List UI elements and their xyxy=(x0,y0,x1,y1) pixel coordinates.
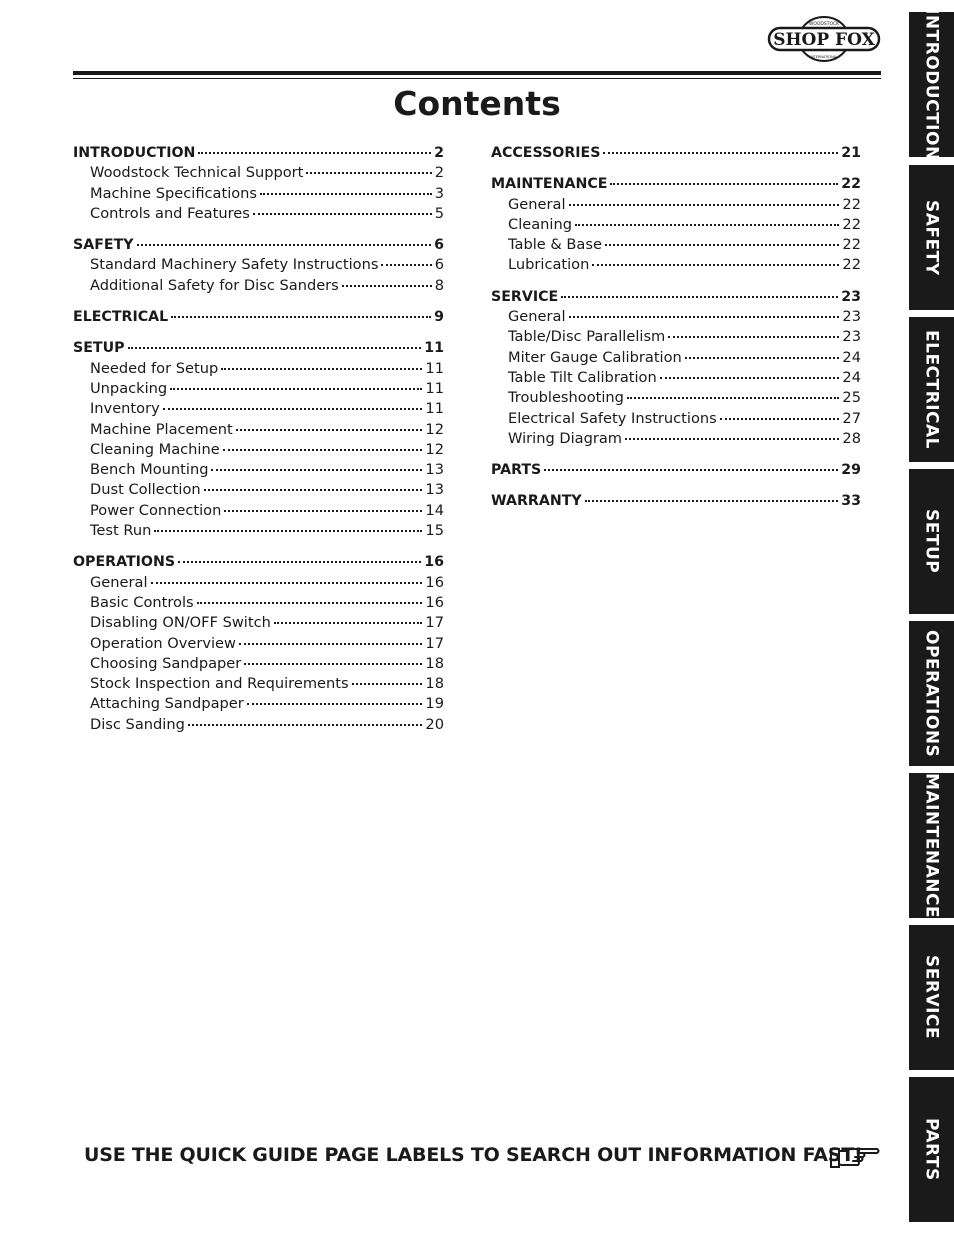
toc-page-number: 6 xyxy=(434,237,444,254)
toc-entry-label: ELECTRICAL xyxy=(73,309,169,326)
toc-item[interactable] xyxy=(491,255,861,275)
dot-leader xyxy=(128,347,422,349)
tab-operations[interactable] xyxy=(909,621,954,766)
dot-leader xyxy=(223,449,423,451)
toc-item[interactable] xyxy=(491,195,861,215)
toc-entry-label: Disabling ON/OFF Switch xyxy=(90,614,271,632)
dot-leader xyxy=(660,377,840,379)
dot-leader xyxy=(381,264,431,266)
dot-leader xyxy=(569,316,840,318)
toc-item[interactable] xyxy=(73,399,444,419)
toc-item[interactable] xyxy=(73,593,444,613)
toc-page-number: 24 xyxy=(842,368,861,386)
toc-entry-label: Electrical Safety Instructions xyxy=(508,409,717,427)
dot-leader xyxy=(668,336,839,338)
tab-safety[interactable] xyxy=(909,165,954,310)
toc-section-parts xyxy=(491,460,861,480)
toc-item[interactable] xyxy=(73,359,444,379)
dot-leader xyxy=(170,388,422,390)
toc-entry-label: Table/Disc Parallelism xyxy=(508,328,666,346)
dot-leader xyxy=(221,368,422,370)
toc-page-number: 21 xyxy=(841,145,861,161)
toc-item[interactable] xyxy=(73,634,444,654)
toc-heading-setup[interactable] xyxy=(73,338,444,358)
toc-page-number: 33 xyxy=(841,493,861,510)
toc-item[interactable] xyxy=(73,613,444,633)
toc-page-number: 20 xyxy=(425,715,444,733)
toc-item[interactable] xyxy=(73,715,444,735)
dot-leader xyxy=(211,469,422,471)
toc-entry-label: Additional Safety for Disc Sanders xyxy=(90,276,339,294)
tab-label: SETUP xyxy=(921,509,942,574)
toc-entry-label: Cleaning Machine xyxy=(90,440,220,458)
toc-page-number: 19 xyxy=(425,695,444,713)
toc-page-number: 11 xyxy=(425,400,444,418)
footer-note: USE THE QUICK GUIDE PAGE LABELS TO SEARCH OUT INFORMATION FAST! xyxy=(84,1144,863,1166)
dot-leader xyxy=(625,438,839,440)
toc-page-number: 25 xyxy=(842,389,861,407)
toc-entry-label: WARRANTY xyxy=(491,493,582,510)
dot-leader xyxy=(260,193,432,195)
toc-entry-label: ACCESSORIES xyxy=(491,145,601,161)
toc-page-number: 13 xyxy=(425,481,444,499)
dot-leader xyxy=(154,530,422,532)
toc-entry-label: Inventory xyxy=(90,400,160,418)
toc-item[interactable] xyxy=(73,654,444,674)
dot-leader xyxy=(585,500,839,502)
logo-arc-top: WOODSTOCK xyxy=(808,22,840,27)
tab-label: SERVICE xyxy=(921,955,942,1040)
toc-page-number: 23 xyxy=(842,308,861,326)
tab-electrical[interactable] xyxy=(909,317,954,462)
toc-entry-label: Unpacking xyxy=(90,379,168,397)
toc-page-number: 16 xyxy=(424,554,444,571)
toc-heading-warranty[interactable] xyxy=(491,491,861,511)
toc-item[interactable] xyxy=(491,429,861,449)
dot-leader xyxy=(720,418,840,420)
toc-item[interactable] xyxy=(73,694,444,714)
toc-item[interactable] xyxy=(73,255,444,275)
dot-leader xyxy=(198,152,431,154)
toc-page-number: 5 xyxy=(434,204,444,222)
toc-entry-label: General xyxy=(508,195,566,213)
toc-item[interactable] xyxy=(73,163,444,183)
toc-page-number: 11 xyxy=(424,340,444,357)
toc-entry-label: Machine Specifications xyxy=(90,184,258,202)
toc-page-number: 17 xyxy=(425,634,444,652)
toc-entry-label: Attaching Sandpaper xyxy=(90,695,244,713)
toc-page-number: 11 xyxy=(425,359,444,377)
toc-section-operations xyxy=(73,552,444,735)
toc-entry-label: SERVICE xyxy=(491,288,559,305)
toc-entry-label: Wiring Diagram xyxy=(508,429,623,447)
dot-leader xyxy=(204,489,423,491)
toc-page-number: 17 xyxy=(425,614,444,632)
logo-arc-bottom: INTERNATIONAL xyxy=(809,55,839,59)
toc-entry-label: Machine Placement xyxy=(90,420,233,438)
toc-column-left xyxy=(73,143,444,746)
toc-heading-electrical[interactable] xyxy=(73,307,444,327)
toc-page-number: 9 xyxy=(434,309,444,326)
toc-item[interactable] xyxy=(73,184,444,204)
toc-item[interactable] xyxy=(491,388,861,408)
toc-item[interactable] xyxy=(491,307,861,327)
toc-page-number: 28 xyxy=(842,429,861,447)
toc-page-number: 3 xyxy=(434,184,444,202)
toc-heading-parts[interactable] xyxy=(491,460,861,480)
toc-section-maintenance xyxy=(491,174,861,275)
toc-entry-label: Power Connection xyxy=(90,501,222,519)
toc-section-accessories xyxy=(491,143,861,163)
toc-entry-label: Troubleshooting xyxy=(508,389,624,407)
dot-leader xyxy=(592,264,839,266)
dot-leader xyxy=(224,510,422,512)
toc-page-number: 23 xyxy=(842,328,861,346)
toc-item[interactable] xyxy=(73,276,444,296)
dot-leader xyxy=(247,703,423,705)
toc-entry-label: Standard Machinery Safety Instructions xyxy=(90,256,379,274)
dot-leader xyxy=(253,213,432,215)
dot-leader xyxy=(274,622,423,624)
logo-brand-text: SHOP FOX xyxy=(773,30,875,50)
pointing-hand-icon xyxy=(829,1143,881,1171)
toc-heading-safety[interactable] xyxy=(73,235,444,255)
dot-leader xyxy=(306,172,431,174)
toc-page-number: 24 xyxy=(842,348,861,366)
toc-entry-label: General xyxy=(90,573,148,591)
toc-page-number: 16 xyxy=(425,593,444,611)
dot-leader xyxy=(627,397,839,399)
toc-entry-label: Test Run xyxy=(90,522,152,540)
toc-section-warranty xyxy=(491,491,861,511)
dot-leader xyxy=(685,357,840,359)
page-title: Contents xyxy=(393,84,561,123)
toc-page-number: 22 xyxy=(842,256,861,274)
dot-leader xyxy=(605,244,839,246)
toc-entry-label: Miter Gauge Calibration xyxy=(508,348,682,366)
toc-entry-label: General xyxy=(508,308,566,326)
dot-leader xyxy=(569,204,840,206)
toc-page-number: 22 xyxy=(842,236,861,254)
toc-page-number: 23 xyxy=(841,288,861,305)
shop-fox-logo xyxy=(766,15,882,63)
dot-leader xyxy=(236,429,423,431)
toc-item[interactable] xyxy=(73,674,444,694)
tab-label: INTRODUCTION xyxy=(921,8,942,161)
toc-entry-label: INTRODUCTION xyxy=(73,145,196,161)
toc-page-number: 15 xyxy=(425,522,444,540)
dot-leader xyxy=(171,316,431,318)
tab-introduction[interactable] xyxy=(909,8,954,161)
toc-page-number: 18 xyxy=(425,675,444,693)
toc-entry-label: Controls and Features xyxy=(90,204,250,222)
tab-parts[interactable] xyxy=(909,1077,954,1222)
dot-leader xyxy=(137,244,432,246)
dot-leader xyxy=(239,643,422,645)
dot-leader xyxy=(197,602,423,604)
tab-setup[interactable] xyxy=(909,469,954,614)
toc-item[interactable] xyxy=(491,348,861,368)
toc-entry-label: Disc Sanding xyxy=(90,715,185,733)
toc-entry-label: Stock Inspection and Requirements xyxy=(90,675,349,693)
toc-entry-label: Cleaning xyxy=(508,215,572,233)
toc-item[interactable] xyxy=(73,521,444,541)
toc-page-number: 2 xyxy=(434,145,444,161)
dot-leader xyxy=(575,224,839,226)
toc-page-number: 22 xyxy=(842,195,861,213)
toc-item[interactable] xyxy=(73,204,444,224)
tab-label: ELECTRICAL xyxy=(921,329,942,449)
toc-entry-label: SAFETY xyxy=(73,237,134,254)
toc-section-service xyxy=(491,287,861,449)
toc-item[interactable] xyxy=(491,368,861,388)
tab-maintenance[interactable] xyxy=(909,773,954,918)
toc-page-number: 2 xyxy=(434,164,444,182)
toc-entry-label: SETUP xyxy=(73,340,125,357)
dot-leader xyxy=(244,663,422,665)
dot-leader xyxy=(342,285,432,287)
toc-entry-label: Lubrication xyxy=(508,256,590,274)
toc-page-number: 29 xyxy=(841,462,861,479)
toc-page-number: 12 xyxy=(425,440,444,458)
dot-leader xyxy=(163,408,423,410)
logo-emblem-icon xyxy=(766,15,882,63)
toc-item[interactable] xyxy=(491,409,861,429)
dot-leader xyxy=(610,183,838,185)
header-rule-thick xyxy=(73,71,881,75)
toc-heading-introduction[interactable] xyxy=(73,143,444,163)
toc-item[interactable] xyxy=(73,420,444,440)
toc-item[interactable] xyxy=(73,573,444,593)
dot-leader xyxy=(603,152,838,154)
toc-page-number: 22 xyxy=(841,176,861,193)
toc-page-number: 12 xyxy=(425,420,444,438)
toc-page-number: 27 xyxy=(842,409,861,427)
toc-entry-label: Dust Collection xyxy=(90,481,201,499)
tab-label: SAFETY xyxy=(921,199,942,276)
toc-item[interactable] xyxy=(73,379,444,399)
toc-item[interactable] xyxy=(491,327,861,347)
tab-label: OPERATIONS xyxy=(921,629,942,758)
toc-page-number: 18 xyxy=(425,654,444,672)
toc-entry-label: Needed for Setup xyxy=(90,359,219,377)
header-rule-thin xyxy=(73,78,881,79)
toc-page-number: 11 xyxy=(425,379,444,397)
dot-leader xyxy=(352,683,423,685)
toc-item[interactable] xyxy=(73,440,444,460)
dot-leader xyxy=(544,469,838,471)
dot-leader xyxy=(151,582,423,584)
toc-entry-label: Woodstock Technical Support xyxy=(90,164,304,182)
toc-page-number: 8 xyxy=(434,276,444,294)
toc-entry-label: OPERATIONS xyxy=(73,554,176,571)
toc-page-number: 13 xyxy=(425,461,444,479)
toc-entry-label: Basic Controls xyxy=(90,593,194,611)
dot-leader xyxy=(188,724,423,726)
tab-service[interactable] xyxy=(909,925,954,1070)
toc-entry-label: Table Tilt Calibration xyxy=(508,368,657,386)
toc-column-right xyxy=(491,143,861,523)
dot-leader xyxy=(561,296,838,298)
toc-page-number: 6 xyxy=(434,256,444,274)
toc-page-number: 14 xyxy=(425,501,444,519)
toc-page-number: 22 xyxy=(842,215,861,233)
toc-section-electrical xyxy=(73,307,444,327)
toc-entry-label: MAINTENANCE xyxy=(491,176,608,193)
tab-label: MAINTENANCE xyxy=(921,772,942,919)
toc-section-introduction xyxy=(73,143,444,224)
toc-page-number: 16 xyxy=(425,573,444,591)
toc-section-safety xyxy=(73,235,444,296)
toc-item[interactable] xyxy=(491,215,861,235)
toc-item[interactable] xyxy=(73,480,444,500)
toc-item[interactable] xyxy=(73,501,444,521)
toc-entry-label: Choosing Sandpaper xyxy=(90,654,242,672)
toc-entry-label: PARTS xyxy=(491,462,542,479)
toc-item[interactable] xyxy=(491,235,861,255)
toc-heading-accessories[interactable] xyxy=(491,143,861,163)
toc-heading-maintenance[interactable] xyxy=(491,174,861,194)
toc-item[interactable] xyxy=(73,460,444,480)
toc-entry-label: Operation Overview xyxy=(90,634,236,652)
toc-heading-service[interactable] xyxy=(491,287,861,307)
toc-entry-label: Bench Mounting xyxy=(90,461,209,479)
toc-heading-operations[interactable] xyxy=(73,552,444,572)
toc-entry-label: Table & Base xyxy=(508,236,602,254)
dot-leader xyxy=(178,561,421,563)
toc-section-setup xyxy=(73,338,444,541)
tab-label: PARTS xyxy=(921,1118,942,1181)
